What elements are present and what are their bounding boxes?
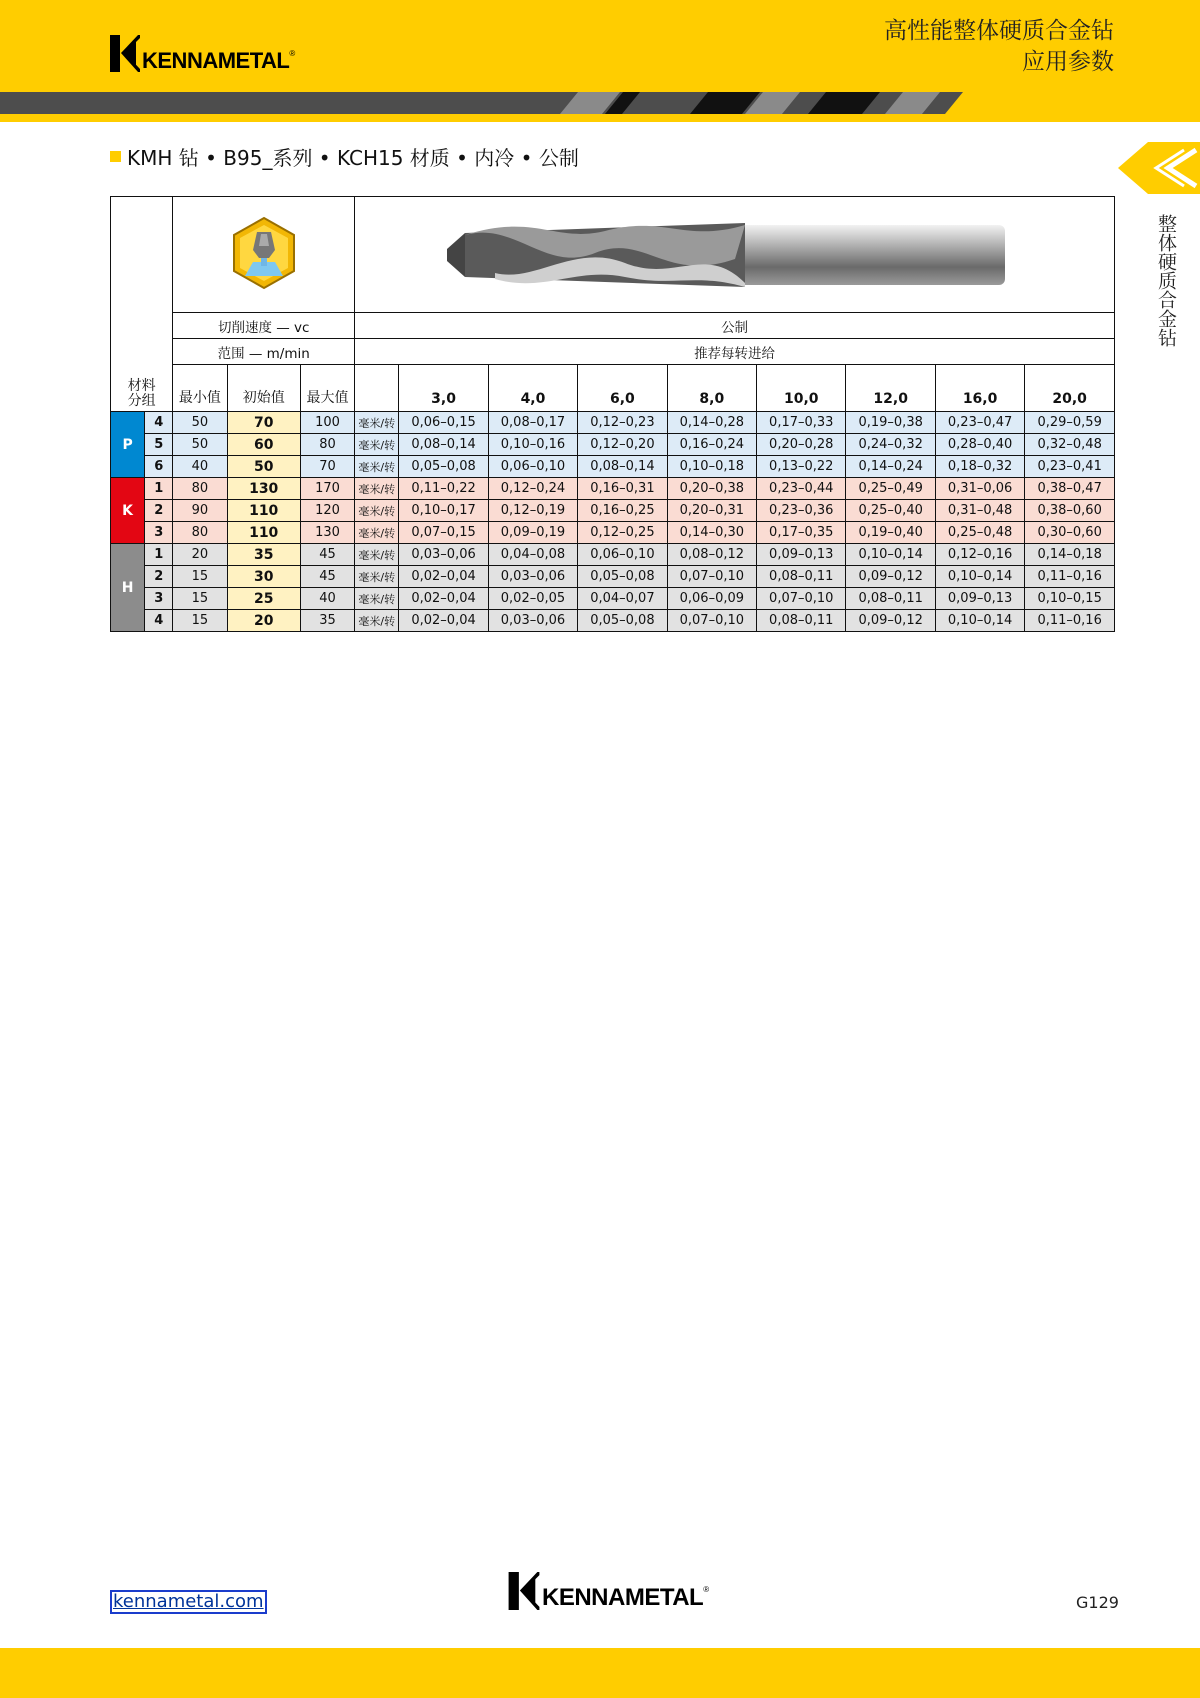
feed-cell: 0,25–0,49 — [846, 478, 935, 500]
footer-band — [0, 1648, 1200, 1698]
feed-cell: 0,32–0,48 — [1025, 434, 1115, 456]
diameter-header: 8,0 — [667, 365, 756, 412]
header-wordmark: KENNAMETAL® — [142, 48, 295, 73]
feed-cell: 0,38–0,60 — [1025, 500, 1115, 522]
feed-cell: 0,16–0,25 — [578, 500, 667, 522]
material-group-k: K — [111, 478, 145, 544]
feed-cell: 0,04–0,08 — [488, 544, 577, 566]
feed-cell: 0,20–0,28 — [757, 434, 846, 456]
title-line-2: 应用参数 — [1022, 49, 1114, 75]
material-group-h: H — [111, 544, 145, 632]
feed-cell: 0,10–0,14 — [935, 566, 1024, 588]
feed-cell: 0,08–0,14 — [399, 434, 488, 456]
unit-cell: 毫米/转 — [355, 412, 399, 434]
feed-cell: 0,05–0,08 — [578, 566, 667, 588]
min-speed-cell: 50 — [173, 434, 227, 456]
min-speed-cell: 15 — [173, 610, 227, 632]
bullet-square-icon — [110, 151, 121, 162]
feed-cell: 0,05–0,08 — [578, 610, 667, 632]
feed-cell: 0,14–0,30 — [667, 522, 756, 544]
max-speed-cell: 45 — [300, 544, 354, 566]
feed-cell: 0,07–0,10 — [667, 610, 756, 632]
diameter-header: 12,0 — [846, 365, 935, 412]
table-row — [111, 412, 1115, 434]
start-speed-cell: 20 — [227, 610, 300, 632]
min-speed-cell: 80 — [173, 522, 227, 544]
diameter-header: 20,0 — [1025, 365, 1115, 412]
unit-cell: 毫米/转 — [355, 610, 399, 632]
kennametal-k-icon — [508, 1572, 540, 1610]
material-group-p: P — [111, 412, 145, 478]
subgroup-cell: 4 — [145, 610, 173, 632]
chevron-tab-icon — [1118, 142, 1200, 194]
max-speed-cell: 130 — [300, 522, 354, 544]
feed-cell: 0,25–0,40 — [846, 500, 935, 522]
unit-cell: 毫米/转 — [355, 456, 399, 478]
diameter-header: 16,0 — [935, 365, 1024, 412]
start-speed-cell: 50 — [227, 456, 300, 478]
side-label: 整体硬质合金钻 — [1155, 214, 1177, 347]
feed-cell: 0,12–0,16 — [935, 544, 1024, 566]
feed-cell: 0,31–0,48 — [935, 500, 1024, 522]
feed-cell: 0,14–0,28 — [667, 412, 756, 434]
feed-cell: 0,09–0,12 — [846, 566, 935, 588]
feed-cell: 0,06–0,10 — [578, 544, 667, 566]
feed-cell: 0,12–0,25 — [578, 522, 667, 544]
table-row — [111, 610, 1115, 632]
feed-cell: 0,23–0,47 — [935, 412, 1024, 434]
feed-cell: 0,10–0,18 — [667, 456, 756, 478]
feed-cell: 0,03–0,06 — [488, 610, 577, 632]
feed-cell: 0,11–0,16 — [1025, 610, 1115, 632]
feed-cell: 0,06–0,15 — [399, 412, 488, 434]
unit-cell: 毫米/转 — [355, 566, 399, 588]
subgroup-cell: 2 — [145, 500, 173, 522]
diameter-header: 10,0 — [757, 365, 846, 412]
feed-cell: 0,05–0,08 — [399, 456, 488, 478]
feed-cell: 0,28–0,40 — [935, 434, 1024, 456]
diameter-header: 3,0 — [399, 365, 488, 412]
blank-corner — [111, 197, 173, 365]
max-speed-cell: 40 — [300, 588, 354, 610]
unit-header — [355, 365, 399, 412]
website-link[interactable]: kennametal.com — [110, 1590, 267, 1614]
feed-cell: 0,10–0,15 — [1025, 588, 1115, 610]
unit-cell: 毫米/转 — [355, 434, 399, 456]
min-header: 最小值 — [173, 365, 227, 412]
feed-cell: 0,07–0,10 — [757, 588, 846, 610]
feed-cell: 0,16–0,31 — [578, 478, 667, 500]
feed-cell: 0,02–0,04 — [399, 588, 488, 610]
footer-logo — [508, 1572, 709, 1610]
subgroup-cell: 3 — [145, 588, 173, 610]
feed-cell: 0,11–0,22 — [399, 478, 488, 500]
feed-label: 推荐每转进给 — [355, 339, 1115, 365]
start-speed-cell: 110 — [227, 500, 300, 522]
table-row — [111, 566, 1115, 588]
feed-cell: 0,07–0,10 — [667, 566, 756, 588]
feed-cell: 0,12–0,23 — [578, 412, 667, 434]
feed-cell: 0,08–0,11 — [757, 610, 846, 632]
subgroup-cell: 1 — [145, 544, 173, 566]
feed-cell: 0,02–0,04 — [399, 610, 488, 632]
diameter-header: 6,0 — [578, 365, 667, 412]
feed-cell: 0,17–0,35 — [757, 522, 846, 544]
subgroup-cell: 3 — [145, 522, 173, 544]
feed-cell: 0,09–0,13 — [935, 588, 1024, 610]
feed-cell: 0,10–0,14 — [846, 544, 935, 566]
diameter-header: 4,0 — [488, 365, 577, 412]
feed-cell: 0,14–0,24 — [846, 456, 935, 478]
coolant-icon-cell — [173, 197, 355, 313]
unit-cell: 毫米/转 — [355, 500, 399, 522]
feed-cell: 0,02–0,05 — [488, 588, 577, 610]
max-speed-cell: 170 — [300, 478, 354, 500]
max-speed-cell: 35 — [300, 610, 354, 632]
feed-cell: 0,31–0,06 — [935, 478, 1024, 500]
feed-cell: 0,09–0,13 — [757, 544, 846, 566]
feed-cell: 0,30–0,60 — [1025, 522, 1115, 544]
footer-wordmark: KENNAMETAL® — [542, 1584, 709, 1611]
start-speed-cell: 130 — [227, 478, 300, 500]
subgroup-cell: 6 — [145, 456, 173, 478]
min-speed-cell: 80 — [173, 478, 227, 500]
unit-cell: 毫米/转 — [355, 588, 399, 610]
feed-cell: 0,12–0,19 — [488, 500, 577, 522]
start-speed-cell: 25 — [227, 588, 300, 610]
feed-cell: 0,25–0,48 — [935, 522, 1024, 544]
feed-cell: 0,18–0,32 — [935, 456, 1024, 478]
internal-coolant-icon — [231, 216, 297, 290]
min-speed-cell: 20 — [173, 544, 227, 566]
stripe-band — [0, 92, 1200, 114]
feed-cell: 0,10–0,17 — [399, 500, 488, 522]
max-speed-cell: 70 — [300, 456, 354, 478]
start-speed-cell: 70 — [227, 412, 300, 434]
min-speed-cell: 90 — [173, 500, 227, 522]
section-title: KMH 钻 • B95_系列 • KCH15 材质 • 内冷 • 公制 — [110, 142, 579, 171]
table-row — [111, 500, 1115, 522]
feed-cell: 0,09–0,19 — [488, 522, 577, 544]
table-row — [111, 522, 1115, 544]
page-title — [884, 16, 1114, 78]
feed-cell: 0,08–0,11 — [846, 588, 935, 610]
subgroup-cell: 5 — [145, 434, 173, 456]
start-speed-cell: 30 — [227, 566, 300, 588]
max-speed-cell: 120 — [300, 500, 354, 522]
side-tab — [1118, 142, 1200, 198]
range-label: 范围 — m/min — [173, 339, 355, 365]
unit-cell: 毫米/转 — [355, 522, 399, 544]
unit-cell: 毫米/转 — [355, 544, 399, 566]
feed-cell: 0,11–0,16 — [1025, 566, 1115, 588]
feed-cell: 0,20–0,38 — [667, 478, 756, 500]
title-line-1: 高性能整体硬质合金钻 — [884, 18, 1114, 44]
feed-cell: 0,23–0,36 — [757, 500, 846, 522]
table-row — [111, 544, 1115, 566]
max-speed-cell: 45 — [300, 566, 354, 588]
subgroup-cell: 4 — [145, 412, 173, 434]
min-speed-cell: 15 — [173, 566, 227, 588]
min-speed-cell: 50 — [173, 412, 227, 434]
feed-cell: 0,19–0,38 — [846, 412, 935, 434]
max-header: 最大值 — [300, 365, 354, 412]
material-group-header: 材料 分组 — [111, 365, 173, 412]
feed-cell: 0,06–0,09 — [667, 588, 756, 610]
metric-label: 公制 — [355, 313, 1115, 339]
feed-cell: 0,02–0,04 — [399, 566, 488, 588]
feed-cell: 0,04–0,07 — [578, 588, 667, 610]
feed-cell: 0,14–0,18 — [1025, 544, 1115, 566]
feed-cell: 0,38–0,47 — [1025, 478, 1115, 500]
subgroup-cell: 2 — [145, 566, 173, 588]
application-data-table — [110, 196, 1115, 632]
drill-image — [435, 213, 1035, 293]
header-logo — [110, 35, 295, 72]
feed-cell: 0,24–0,32 — [846, 434, 935, 456]
feed-cell: 0,09–0,12 — [846, 610, 935, 632]
feed-cell: 0,08–0,17 — [488, 412, 577, 434]
kennametal-k-icon — [110, 35, 140, 72]
feed-cell: 0,10–0,14 — [935, 610, 1024, 632]
feed-cell: 0,17–0,33 — [757, 412, 846, 434]
max-speed-cell: 100 — [300, 412, 354, 434]
unit-cell: 毫米/转 — [355, 478, 399, 500]
start-speed-cell: 35 — [227, 544, 300, 566]
feed-cell: 0,08–0,11 — [757, 566, 846, 588]
max-speed-cell: 80 — [300, 434, 354, 456]
feed-cell: 0,16–0,24 — [667, 434, 756, 456]
cutting-speed-label: 切削速度 — vc — [173, 313, 355, 339]
table-row — [111, 478, 1115, 500]
feed-cell: 0,12–0,20 — [578, 434, 667, 456]
start-header: 初始值 — [227, 365, 300, 412]
feed-cell: 0,08–0,12 — [667, 544, 756, 566]
page-number: G129 — [1076, 1593, 1119, 1612]
feed-cell: 0,19–0,40 — [846, 522, 935, 544]
feed-cell: 0,08–0,14 — [578, 456, 667, 478]
feed-cell: 0,29–0,59 — [1025, 412, 1115, 434]
feed-cell: 0,07–0,15 — [399, 522, 488, 544]
feed-cell: 0,06–0,10 — [488, 456, 577, 478]
feed-cell: 0,03–0,06 — [488, 566, 577, 588]
feed-cell: 0,12–0,24 — [488, 478, 577, 500]
table-row — [111, 434, 1115, 456]
feed-cell: 0,20–0,31 — [667, 500, 756, 522]
feed-cell: 0,23–0,44 — [757, 478, 846, 500]
table-row — [111, 456, 1115, 478]
feed-cell: 0,03–0,06 — [399, 544, 488, 566]
feed-cell: 0,10–0,16 — [488, 434, 577, 456]
start-speed-cell: 60 — [227, 434, 300, 456]
feed-cell: 0,13–0,22 — [757, 456, 846, 478]
start-speed-cell: 110 — [227, 522, 300, 544]
drill-image-cell — [355, 197, 1115, 313]
yellow-rule — [0, 114, 1200, 122]
subgroup-cell: 1 — [145, 478, 173, 500]
min-speed-cell: 40 — [173, 456, 227, 478]
table-row — [111, 588, 1115, 610]
min-speed-cell: 15 — [173, 588, 227, 610]
feed-cell: 0,23–0,41 — [1025, 456, 1115, 478]
